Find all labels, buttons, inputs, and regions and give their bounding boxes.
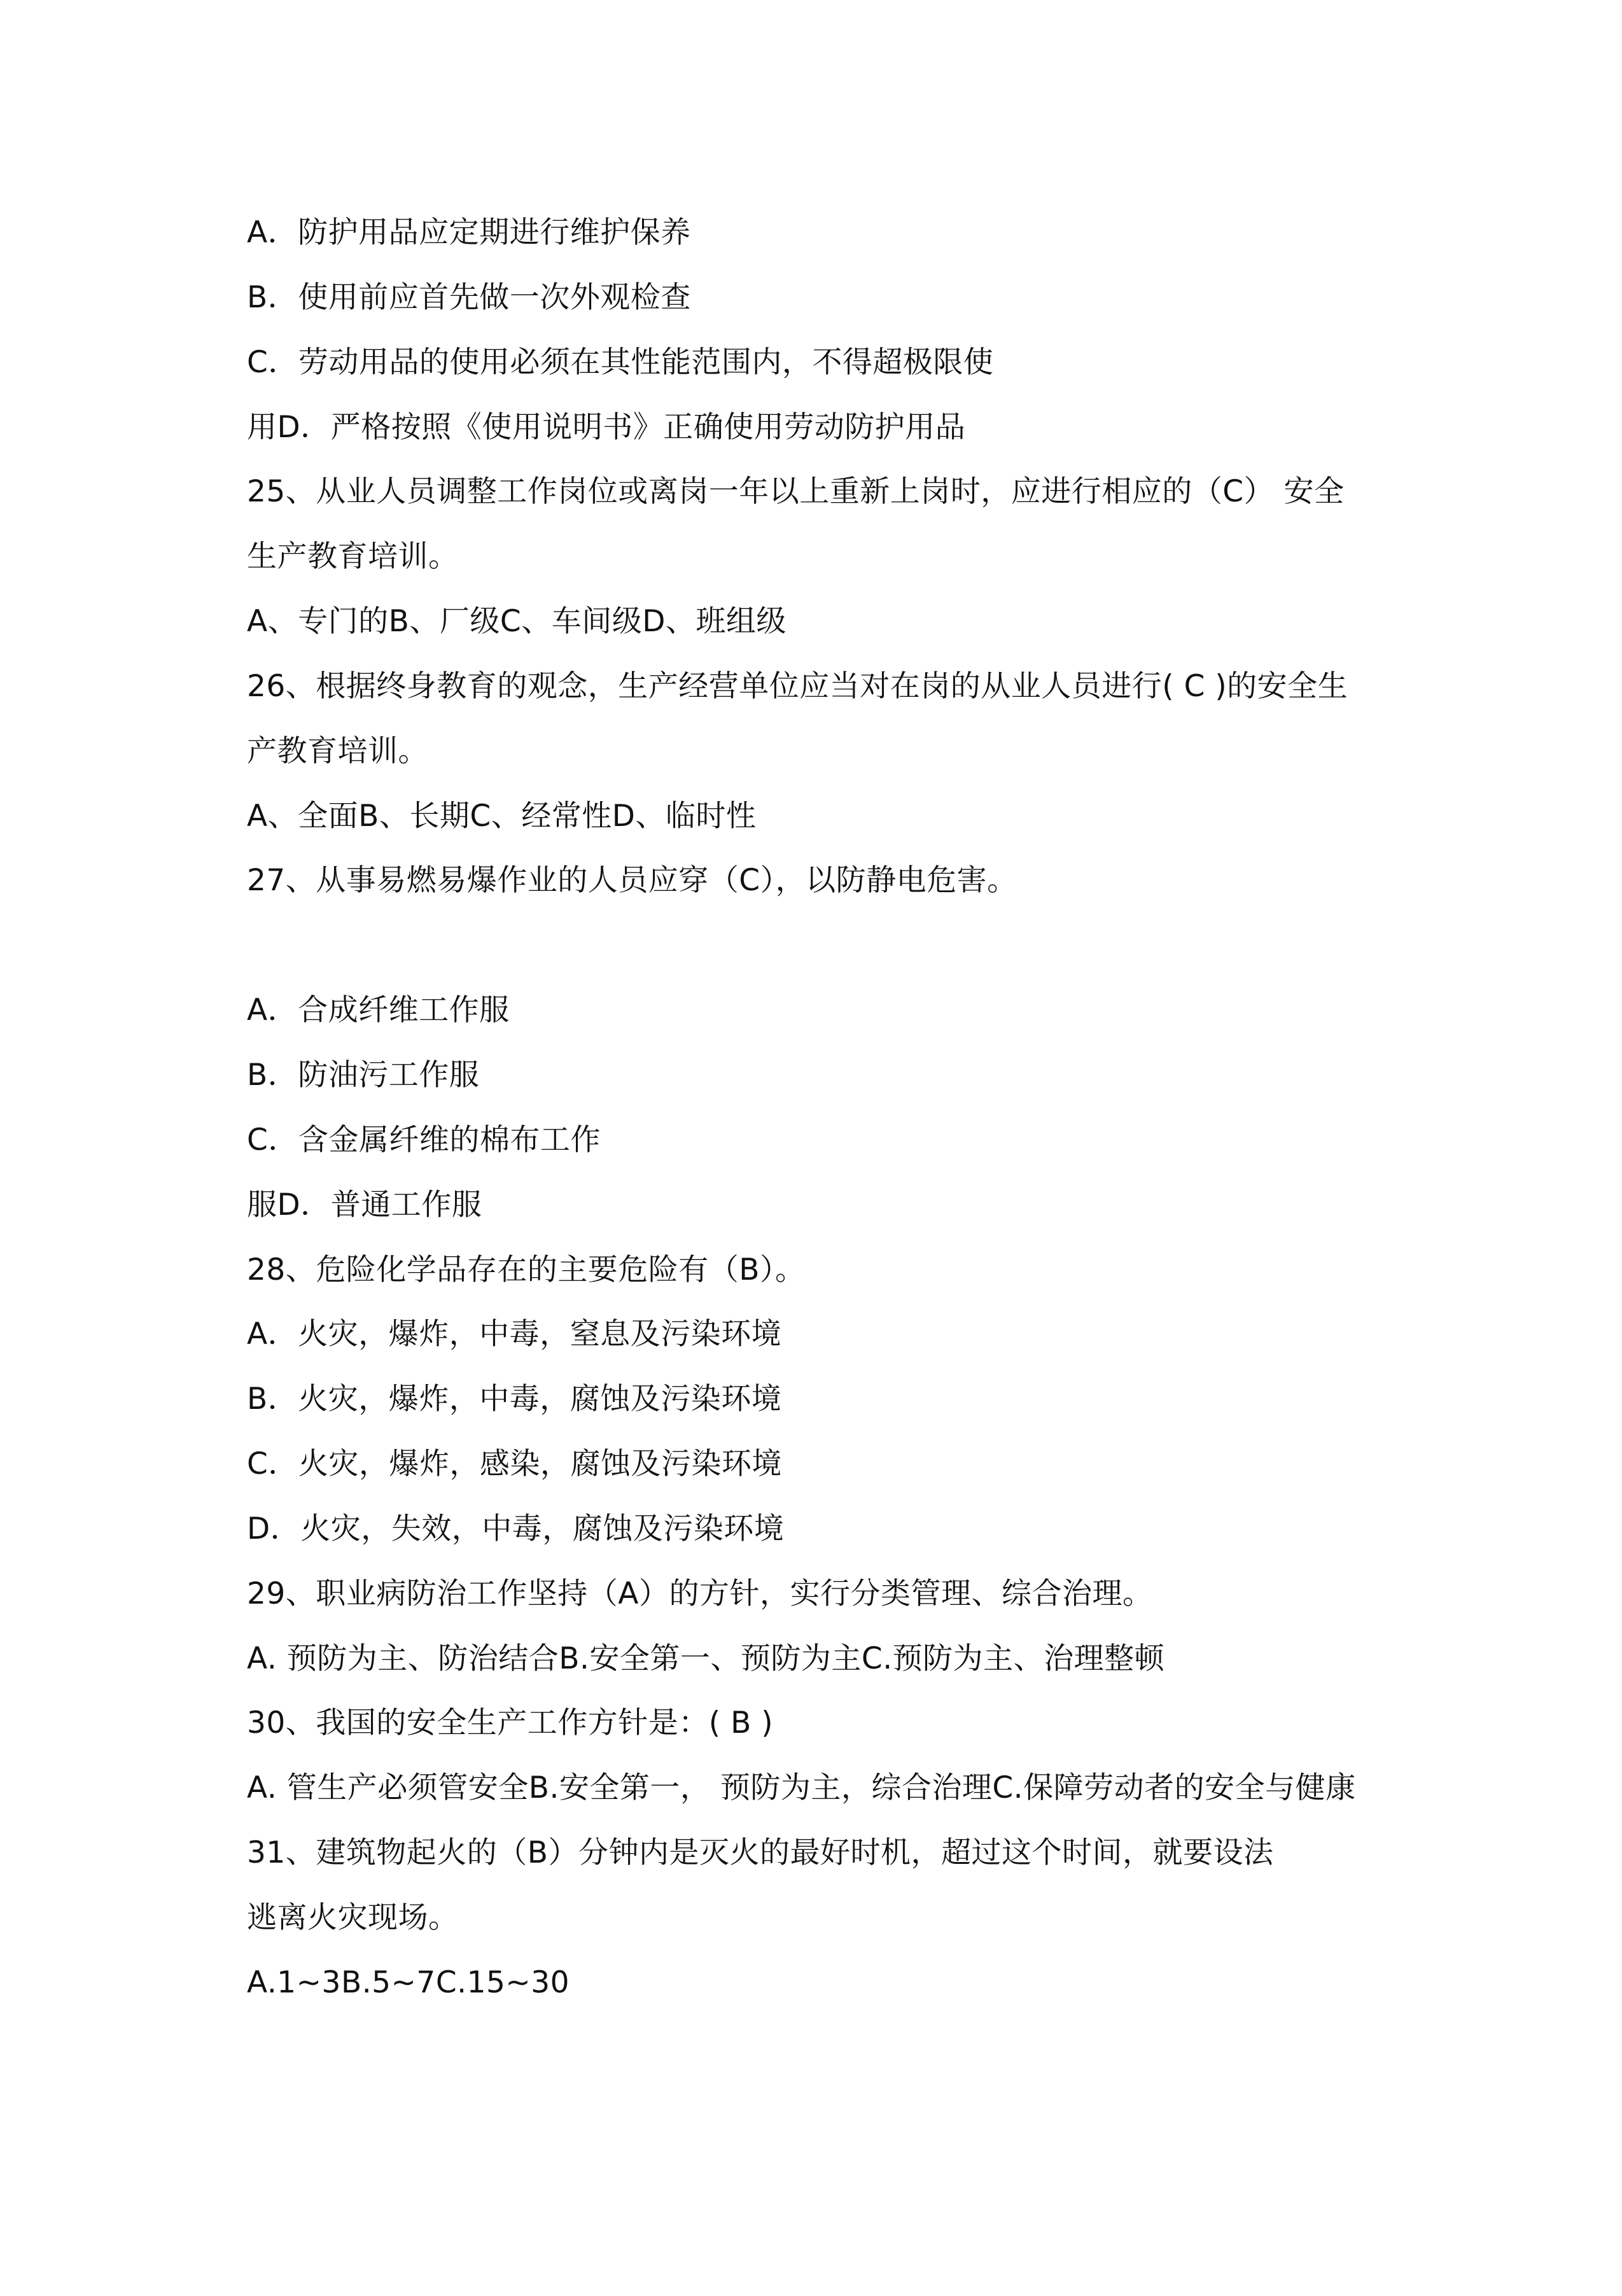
option-line: C．劳动用品的使用必须在其性能范围内，不得超极限使 [247,345,994,380]
option-line: B．使用前应首先做一次外观检查 [247,280,691,315]
option-line: D．火灾，失效，中毒，腐蚀及污染环境 [247,1511,785,1546]
question-27: 27、从事易燃易爆作业的人员应穿（C），以防静电危害。 [247,863,1017,898]
options-30: A. 管生产必须管安全B.安全第一， 预防为主，综合治理C.保障劳动者的安全与健康 [247,1770,1356,1805]
option-line: 服D．普通工作服 [247,1187,482,1222]
question-25-continued: 生产教育培训。 [247,539,459,574]
question-26-continued: 产教育培训。 [247,734,428,769]
option-line: B．防油污工作服 [247,1058,480,1093]
question-28: 28、危险化学品存在的主要危险有（B）。 [247,1252,806,1287]
question-25: 25、从业人员调整工作岗位或离岗一年以上重新上岗时，应进行相应的（C） 安全 [247,474,1345,509]
option-line: C．含金属纤维的棉布工作 [247,1123,601,1158]
option-line: 用D．严格按照《使用说明书》正确使用劳动防护用品 [247,410,966,445]
question-31: 31、建筑物起火的（B）分钟内是灭火的最好时机，超过这个时间，就要设法 [247,1835,1274,1870]
question-29: 29、职业病防治工作坚持（A）的方针，实行分类管理、综合治理。 [247,1576,1153,1611]
options-29: A. 预防为主、防治结合B.安全第一、预防为主C.预防为主、治理整顿 [247,1641,1165,1676]
question-31-continued: 逃离火灾现场。 [247,1900,459,1935]
question-26: 26、根据终身教育的观念，生产经营单位应当对在岗的从业人员进行( C )的安全生 [247,669,1348,704]
options-25: A、专门的B、厂级C、车间级D、班组级 [247,604,787,639]
options-26: A、全面B、长期C、经常性D、临时性 [247,799,757,834]
option-line: A．合成纤维工作服 [247,993,510,1028]
option-line: B．火灾，爆炸，中毒，腐蚀及污染环境 [247,1382,782,1417]
option-line: C．火灾，爆炸，感染，腐蚀及污染环境 [247,1446,782,1481]
options-31: A.1~3B.5~7C.15~30 [247,1965,570,2000]
option-line: A．防护用品应定期进行维护保养 [247,215,691,250]
question-30: 30、我国的安全生产工作方针是：( B ) [247,1705,774,1740]
option-line: A．火灾，爆炸，中毒，窒息及污染环境 [247,1317,782,1352]
